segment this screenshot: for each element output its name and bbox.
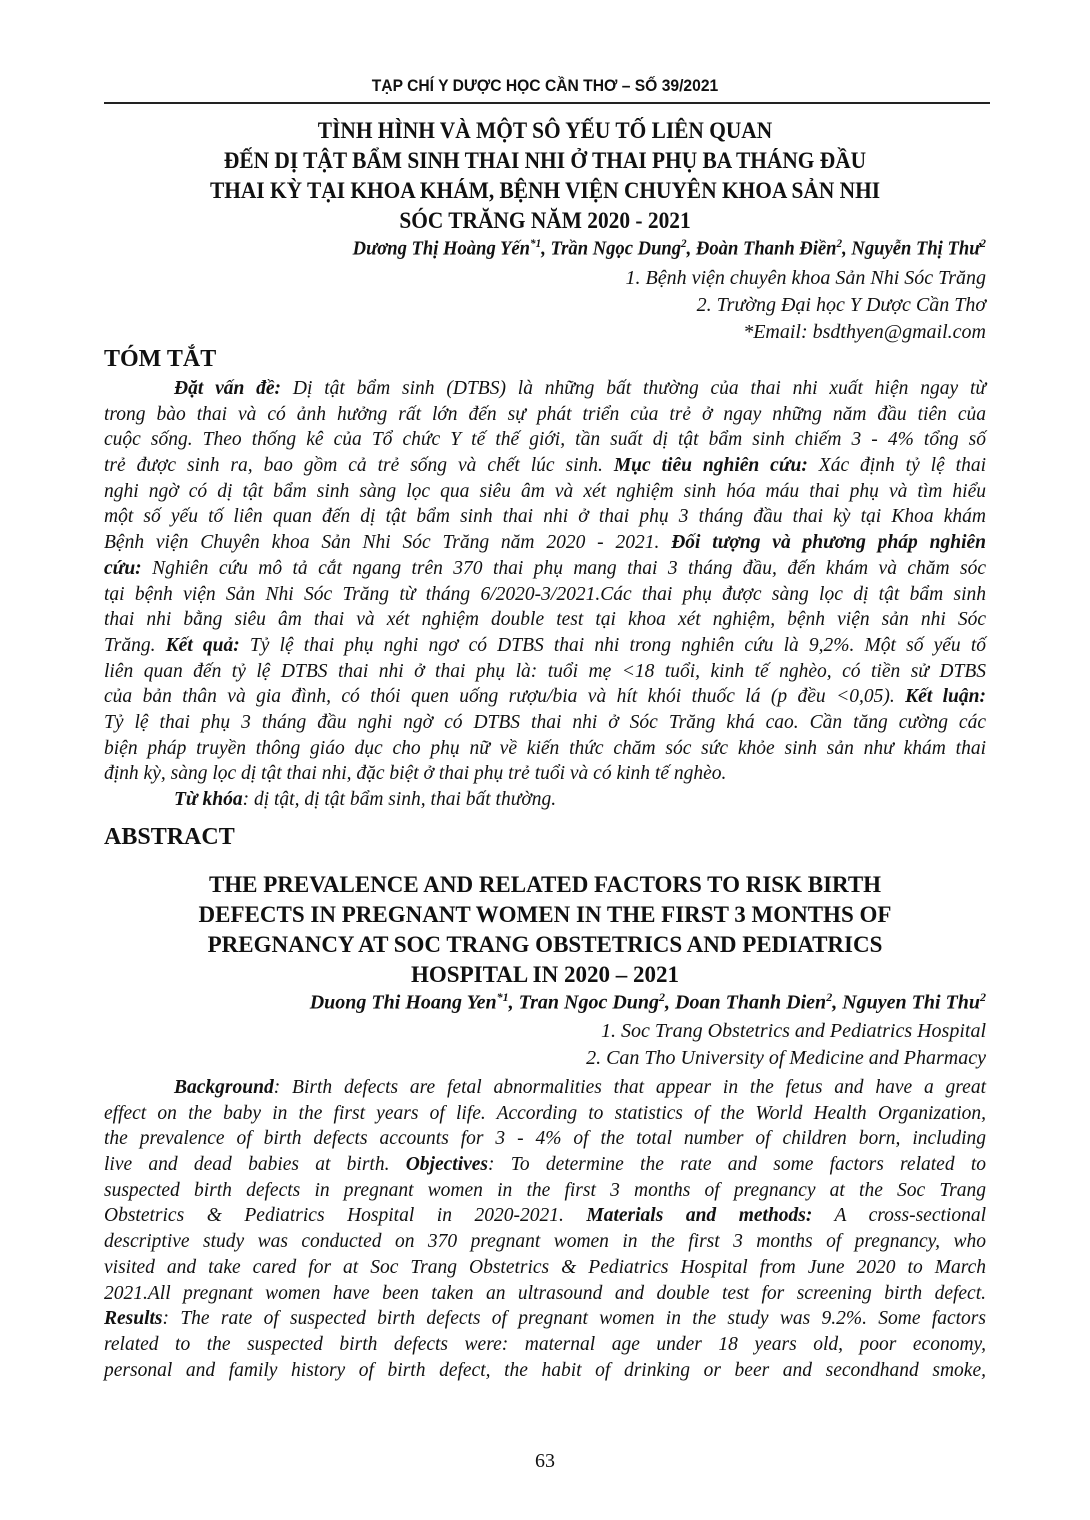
- text-segment: Tỷ lệ thai phụ 3 tháng đầu nghi ngờ có DTBS thai nhi ở Sóc Trăng khá cao. Cần tăng cường các: [104, 711, 986, 733]
- text-line: [104, 1101, 986, 1127]
- text-segment: nghi ngờ có dị tật bẩm sinh sàng lọc qua siêu âm và xét nghiệm sinh hóa máu thai phụ và tìm hiểu: [104, 480, 986, 502]
- text-line: [104, 479, 986, 505]
- bold-label: Materials and methods:: [586, 1205, 813, 1227]
- text-line: [104, 1332, 986, 1358]
- author-name: Trần Ngọc Dung: [550, 237, 682, 260]
- author-separator: ,: [508, 991, 519, 1014]
- author-affiliation-mark: 2: [681, 236, 687, 250]
- author-name: Doan Thanh Dien: [675, 991, 827, 1014]
- header-rule: [104, 102, 990, 104]
- text-segment: tại bệnh viện Sản Nhi Sóc Trăng từ tháng 6/2020-3/2021.Các thai phụ được sàng lọc dị tật bẩm sinh: [104, 583, 986, 605]
- author-affiliation-mark: 2: [659, 990, 666, 1004]
- text-line: [104, 684, 986, 710]
- text-segment: trẻ được sinh ra, bao gồm cả trẻ sống và chết lúc sinh.: [104, 455, 614, 477]
- en-abstract-body: [104, 1075, 986, 1383]
- author-separator: ,: [686, 237, 696, 260]
- text-segment: live and dead babies at birth.: [104, 1154, 406, 1176]
- bold-label: Results: [104, 1308, 163, 1330]
- title-line: SÓC TRĂNG NĂM 2020 - 2021: [399, 208, 691, 233]
- author-name: Dương Thị Hoàng Yến: [352, 237, 531, 260]
- bold-label: Đặt vấn đề:: [174, 378, 282, 399]
- bold-label: cứu:: [104, 557, 142, 579]
- text-line: [104, 761, 986, 787]
- author-separator: ,: [832, 991, 843, 1014]
- bold-label: Background: [174, 1077, 274, 1098]
- text-segment: related to the suspected birth defects were: maternal age under 18 years old, poor economy,: [104, 1333, 986, 1355]
- en-affiliations: [586, 1018, 986, 1072]
- title-line: DEFECTS IN PREGNANT WOMEN IN THE FIRST 3 MONTHS OF: [198, 902, 892, 927]
- vi-section-heading: TÓM TẮT: [104, 346, 217, 372]
- text-line: [104, 1306, 986, 1332]
- journal-header: TẠP CHÍ Y DƯỢC HỌC CẦN THƠ – SỐ 39/2021: [371, 76, 719, 95]
- text-segment: Dị tật bẩm sinh (DTBS) là những bất thường của thai nhi xuất hiện ngay từ: [281, 378, 986, 399]
- text-line: [104, 1075, 986, 1101]
- text-segment: thai nhi bằng siêu âm thai và xét nghiệm double test tại khoa xét nghiệm, bệnh viện sản nhi Sóc: [104, 609, 986, 631]
- author-affiliation-mark: 2: [836, 236, 843, 250]
- author-separator: ,: [541, 237, 551, 260]
- text-segment: của bản thân và gia đình, có thói quen uống rượu/bia và hít khói thuốc lá (p đều <0,05).: [104, 686, 906, 708]
- text-line: [104, 607, 986, 633]
- text-segment: : Birth defects are fetal abnormalities that appear in the fetus and have a great: [273, 1077, 986, 1098]
- text-line: [104, 787, 986, 813]
- text-line: [104, 556, 986, 582]
- text-line: [104, 1358, 986, 1384]
- text-segment: : To determine the rate and some factors related to: [488, 1154, 986, 1176]
- author-separator: ,: [665, 991, 676, 1014]
- text-line: [104, 402, 986, 428]
- text-segment: : The rate of suspected birth defects of pregnant women in the study was 9.2%. Some factors: [162, 1308, 986, 1330]
- title-line: TÌNH HÌNH VÀ MỘT SÔ YẾU TỐ LIÊN QUAN: [317, 118, 773, 143]
- author-affiliation-mark: *1: [496, 990, 509, 1004]
- affiliation-line: 1. Bệnh viện chuyên khoa Sản Nhi Sóc Trăng: [625, 267, 986, 289]
- text-segment: Tỷ lệ thai phụ nghi ngơ có DTBS thai nhi trong nghiên cứu là 9,2%. Một số yếu tố: [239, 634, 987, 656]
- text-line: [104, 582, 986, 608]
- text-segment: liên quan đến tỷ lệ DTBS thai nhi ở thai phụ là: tuổi mẹ <18 tuổi, kinh tế nghèo, có tiền sử DTBS: [104, 660, 986, 682]
- title-line: THAI KỲ TẠI KHOA KHÁM, BỆNH VIỆN CHUYÊN KHOA SẢN NHI: [209, 178, 881, 203]
- bold-label: Đối tượng và phương pháp nghiên: [671, 532, 986, 554]
- vi-authors: [353, 236, 986, 261]
- text-segment: : dị tật, dị tật bẩm sinh, thai bất thường.: [242, 789, 557, 810]
- text-segment: Nghiên cứu mô tả cắt ngang trên 370 thai phụ mang thai 3 tháng đầu, đến khám và chăm sóc: [141, 557, 986, 579]
- text-segment: personal and family history of birth defect, the habit of drinking or beer and secondhand smoke,: [104, 1359, 986, 1381]
- title-line: HOSPITAL IN 2020 – 2021: [411, 962, 679, 987]
- text-line: [104, 736, 986, 762]
- title-line: THE PREVALENCE AND RELATED FACTORS TO RISK BIRTH: [208, 872, 882, 897]
- text-line: [104, 1229, 986, 1255]
- vi-title: [131, 116, 959, 236]
- en-title: [100, 870, 990, 990]
- bold-label: Từ khóa: [174, 789, 243, 810]
- author-name: Duong Thi Hoang Yen: [309, 991, 497, 1014]
- affiliation-line: *Email: bsdthyen@gmail.com: [743, 321, 986, 343]
- text-line: [104, 1255, 986, 1281]
- text-line: [104, 376, 986, 402]
- title-line: PREGNANCY AT SOC TRANG OBSTETRICS AND PEDIATRICS: [207, 932, 883, 957]
- vi-abstract-body: [104, 376, 986, 813]
- text-segment: effect on the baby in the first years of life. According to statistics of the World Health Organization,: [104, 1102, 986, 1124]
- text-segment: A cross-sectional: [812, 1205, 986, 1227]
- bold-label: Mục tiêu nghiên cứu:: [613, 455, 808, 477]
- bold-label: Kết luận:: [905, 686, 986, 708]
- author-affiliation-mark: 2: [980, 236, 986, 250]
- text-line: [104, 1178, 986, 1204]
- text-line: [104, 1203, 986, 1229]
- text-line: [104, 633, 986, 659]
- text-segment: descriptive study was conducted on 370 pregnant women in the first 3 months of pregnancy, who: [104, 1231, 986, 1253]
- text-line: [104, 710, 986, 736]
- author-name: Nguyen Thi Thu: [842, 991, 980, 1014]
- author-affiliation-mark: 2: [826, 990, 833, 1004]
- text-line: [104, 1281, 986, 1307]
- author-affiliation-mark: 2: [980, 990, 986, 1004]
- text-segment: cuộc sống. Theo thống kê của Tổ chức Y tế thế giới, tần suất dị tật bẩm sinh chiếm 3 - 4% tổng số: [104, 429, 986, 451]
- affiliation-line: 2. Trường Đại học Y Dược Cần Thơ: [696, 294, 986, 316]
- bold-label: Objectives: [405, 1154, 489, 1176]
- text-segment: Trăng.: [104, 634, 166, 656]
- vi-affiliations: [626, 265, 987, 346]
- bold-label: Kết quả:: [165, 634, 240, 656]
- author-name: Tran Ngoc Dung: [518, 991, 660, 1014]
- text-segment: 2021.All pregnant women have been taken an ultrasound and double test for screening birth defect.: [104, 1282, 986, 1304]
- affiliation-line: 2. Can Tho University of Medicine and Pharmacy: [586, 1047, 986, 1069]
- text-segment: định kỳ, sàng lọc dị tật thai nhi, đặc biệt ở thai phụ trẻ tuổi và có kinh tế nghèo.: [104, 763, 727, 785]
- text-line: [104, 504, 986, 530]
- author-name: Nguyễn Thị Thư: [851, 237, 981, 260]
- text-segment: Obstetrics & Pediatrics Hospital in 2020-2021.: [104, 1205, 587, 1227]
- text-segment: biện pháp truyền thông giáo dục cho phụ nữ về kiến thức chăm sóc sức khỏe sinh sản như khám thai: [104, 737, 986, 759]
- text-segment: the prevalence of birth defects accounts for 3 - 4% of the total number of children born, including: [104, 1128, 986, 1150]
- author-name: Đoàn Thanh Điền: [695, 237, 837, 260]
- text-line: [104, 453, 986, 479]
- en-authors: [310, 990, 986, 1015]
- text-line: [104, 1152, 986, 1178]
- page-number: 63: [535, 1450, 555, 1472]
- text-segment: trong bào thai và có ảnh hưởng rất lớn đến sự phát triển của trẻ ở ngay những năm đầu tiên của: [104, 403, 986, 425]
- text-line: [104, 530, 986, 556]
- text-line: [104, 1126, 986, 1152]
- text-line: [104, 659, 986, 685]
- title-line: ĐẾN DỊ TẬT BẨM SINH THAI NHI Ở THAI PHỤ BA THÁNG ĐẦU: [223, 148, 867, 173]
- text-segment: suspected birth defects in pregnant women in the first 3 months of pregnancy at the Soc Trang: [104, 1179, 986, 1201]
- affiliation-line: 1. Soc Trang Obstetrics and Pediatrics Hospital: [601, 1020, 986, 1042]
- text-segment: visited and take cared for at Soc Trang Obstetrics & Pediatrics Hospital from June 2020 to March: [104, 1256, 986, 1278]
- text-segment: Xác định tỷ lệ thai: [807, 455, 987, 477]
- en-section-heading: ABSTRACT: [104, 824, 235, 850]
- text-segment: Bệnh viện Chuyên khoa Sản Nhi Sóc Trăng năm 2020 - 2021.: [104, 532, 672, 554]
- author-affiliation-mark: *1: [530, 236, 542, 250]
- text-segment: một số yếu tố liên quan đến dị tật bẩm sinh thai nhi ở thai phụ 3 tháng đầu thai kỳ tại Khoa khám: [104, 506, 986, 528]
- author-separator: ,: [842, 237, 852, 260]
- text-line: [104, 427, 986, 453]
